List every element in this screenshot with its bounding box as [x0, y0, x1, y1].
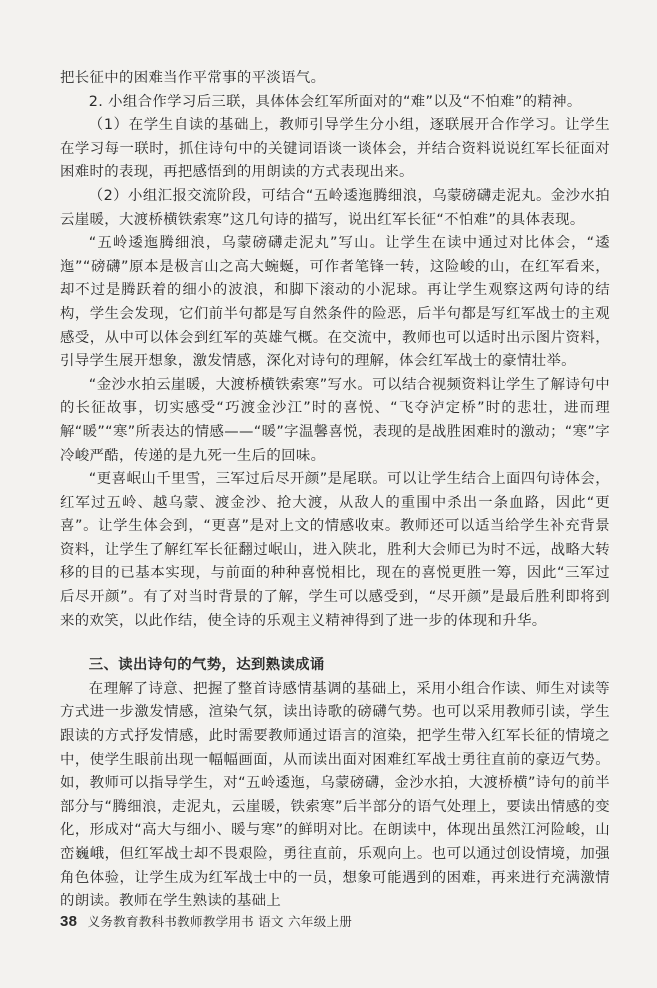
paragraph-step-2: 2. 小组合作学习后三联，具体体会红军所面对的“难”以及“不怕难”的精神。 [88, 93, 582, 110]
page-body [60, 67, 610, 914]
page-footer [60, 912, 352, 930]
page-number: 38 [60, 913, 78, 930]
paragraph-water: “金沙水拍云崖暖，大渡桥横铁索寒”写水。可以结合视频资料让学生了解诗句中的长征故事，切实感受“巧渡金沙江”时的喜悦、“飞夺泸定桥”时的悲壮，进而理解“暖”“寒”所表达的情感——“暖”字温馨喜悦，表现的是战胜困难时的激动；“寒”字冷峻严酷，传递的是九死一生后的回味。 [60, 376, 610, 464]
section-heading: 三、读出诗句的气势，达到熟读成诵 [88, 657, 325, 674]
paragraph-substep-2: （2）小组汇报交流阶段，可结合“五岭逶迤腾细浪，乌蒙磅礴走泥丸。金沙水拍云崖暖，大渡桥横铁索寒”这几句诗的描写，说出红军长征“不怕难”的具体表现。 [60, 187, 610, 228]
paragraph-mountains: “五岭逶迤腾细浪，乌蒙磅礴走泥丸”写山。让学生在读中通过对比体会，“逶迤”“磅礴”原本是极言山之高大蜿蜒，可作者笔锋一转，这险峻的山，在红军看来，却不过是腾跃着的细小的波浪，和脚下滚动的小泥球。再让学生观察这两句诗的结构，学生会发现，它们前半句都是写自然条件的险恶，后半句都是写红军战士的主观感受，从中可以体会到红军的英雄气概。在交流中，教师也可以适时出示图片资料，引导学生展开想象，激发情感，深化对诗句的理解，体会红军战士的豪情壮举。 [60, 235, 610, 370]
paragraph-continuation: 把长征中的困难当作平常事的平淡语气。 [60, 70, 326, 86]
paragraph-substep-1: （1）在学生自读的基础上，教师引导学生分小组，逐联展开合作学习。让学生在学习每一联时，抓住诗句中的关键词语谈一谈体会，并结合资料说说红军长征面对困难时的表现，再把感悟到的用朗读的方式表现出来。 [60, 117, 610, 181]
running-title: 义务教育教科书教师教学用书 语文 六年级上册 [87, 914, 353, 929]
paragraph-final-couplet: “更喜岷山千里雪，三军过后尽开颜”是尾联。可以让学生结合上面四句诗体会，红军过五岭、越乌蒙、渡金沙、抢大渡，从敌人的重围中杀出一条血路，因此“更喜”。让学生体会到，“更喜”是对上文的情感收束。教师还可以适当给学生补充背景资料，让学生了解红军长征翻过岷山，进入陕北，胜利大会师已为时不远，战略大转移的目的已基本实现，与前面的种种喜悦相比，现在的喜悦更胜一筹，因此“三军过后尽开颜”。有了对当时背景的了解，学生可以感受到，“尽开颜”是最后胜利即将到来的欢笑，以此作结，使全诗的乐观主义精神得到了进一步的体现和升华。 [60, 471, 610, 629]
paragraph-reading-aloud: 在理解了诗意、把握了整首诗感情基调的基础上，采用小组合作读、师生对读等方式进一步激发情感，渲染气氛，读出诗歌的磅礴气势。也可以采用教师引读，学生跟读的方式抒发情感，此时需要教师通过语言的渲染，把学生带入红军长征的情境之中，使学生眼前出现一幅幅画面，从而读出面对困难红军战士勇往直前的豪迈气势。如，教师可以指导学生，对“五岭逶迤，乌蒙磅礴，金沙水拍，大渡桥横”诗句的前半部分与“腾细浪，走泥丸，云崖暖，铁索寒”后半部分的语气处理上，要读出情感的变化，形成对“高大与细小、暖与寒”的鲜明对比。在朗读中，体现出虽然江河险峻，山峦巍峨，但红军战士却不畏艰险，勇往直前，乐观向上。也可以通过创设情境，加强角色体验，让学生成为红军战士中的一员，想象可能遇到的困难，再来进行充满激情的朗读。教师在学生熟读的基础上 [60, 680, 610, 910]
